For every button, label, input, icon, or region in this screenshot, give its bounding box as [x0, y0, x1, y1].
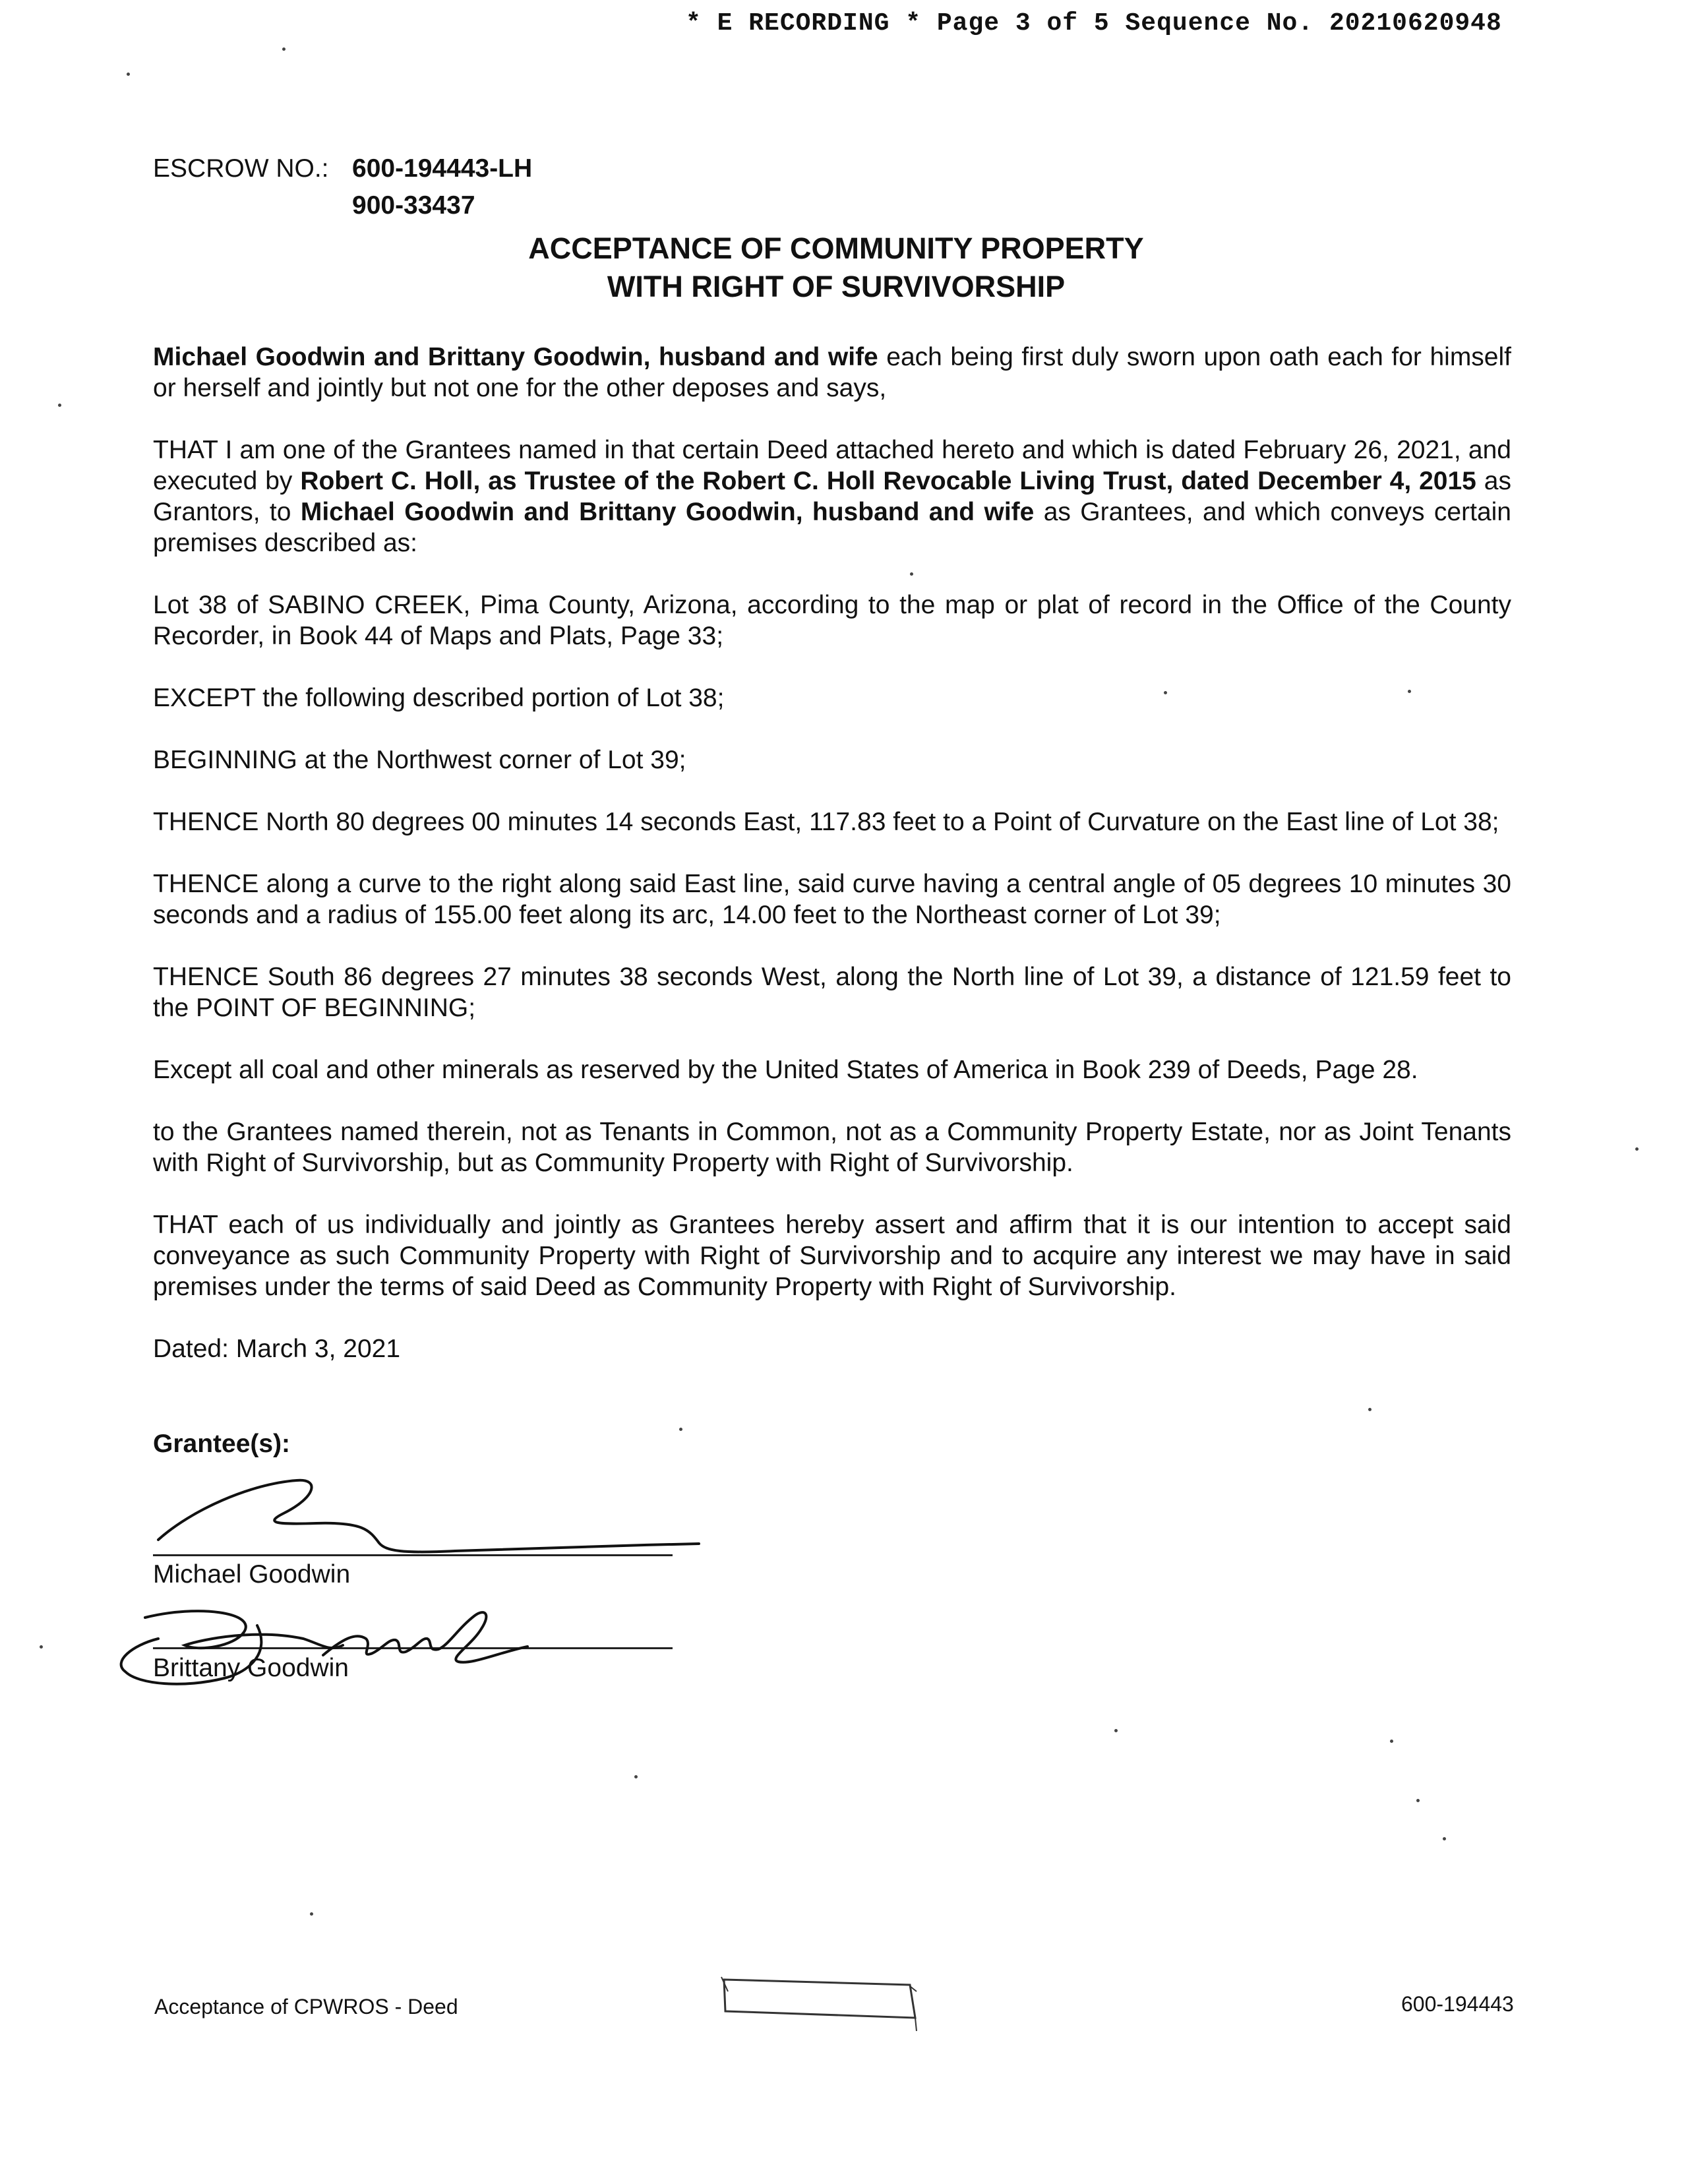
recording-stamp: * E RECORDING * Page 3 of 5 Sequence No. 20210620948 [686, 9, 1502, 38]
affiants-text: each being first duly sworn upon oath each for himself or herself and jointly but not one for the other deposes and says, [153, 343, 1511, 402]
scan-speck [1114, 1729, 1118, 1732]
scan-speck [634, 1775, 638, 1778]
paragraph-thence-1: THENCE North 80 degrees 00 minutes 14 seconds East, 117.83 feet to a Point of Curvature on the East line of Lot 38; [153, 808, 1499, 836]
paragraph-tenancy: to the Grantees named therein, not as Tenants in Common, not as a Community Property Estate, nor as Joint Tenants with Right of Survivorship, but as Community Property with Right of Survivorship. [153, 1118, 1511, 1177]
scan-speck [679, 1428, 682, 1431]
escrow-number-1: 600-194443-LH [352, 154, 533, 183]
grantee-names: Michael Goodwin and Brittany Goodwin, husband and wife [300, 498, 1035, 526]
title-line-2: WITH RIGHT OF SURVIVORSHIP [607, 270, 1066, 303]
document-body [153, 342, 1511, 1395]
footer-escrow-number: 600-194443 [1401, 1992, 1514, 2016]
signer-1-name: Michael Goodwin [153, 1560, 351, 1589]
affiants-names: Michael Goodwin and Brittany Goodwin, husband and wife [153, 343, 878, 371]
escrow-block [153, 150, 532, 224]
scan-speck [282, 47, 286, 51]
scan-speck [1408, 690, 1411, 693]
paragraph-beginning: BEGINNING at the Northwest corner of Lot 39; [153, 746, 686, 774]
paragraph-except: EXCEPT the following described portion of Lot 38; [153, 684, 725, 712]
paragraph-deed [153, 435, 1511, 559]
scan-speck [1164, 691, 1167, 694]
title-line-1: ACCEPTANCE OF COMMUNITY PROPERTY [528, 231, 1144, 265]
paragraph-thence-2: THENCE along a curve to the right along said East line, said curve having a central angle of 05 degrees 10 minutes 30 seconds and a radius of 155.00 feet along its arc, 14.00 feet to the Northeast corner of Lot 39; [153, 870, 1511, 929]
stamp-box [719, 1972, 930, 2038]
paragraph-affirmation: THAT each of us individually and jointly as Grantees hereby assert and affirm that it is our intention to accept said conveyance as such Community Property with Right of Survivorship and to acquire any interest we may have in said premises under the terms of said Deed as Community Property with Right of Survivorship. [153, 1211, 1511, 1301]
scan-speck [1416, 1799, 1420, 1802]
signature-line-1 [153, 1554, 673, 1556]
michael-goodwin-signature [152, 1471, 719, 1563]
scan-speck [40, 1645, 43, 1649]
brittany-goodwin-signature [106, 1599, 567, 1698]
deed-text-c: as Grantees, and which conveys certain premises described as: [153, 498, 1511, 557]
paragraph-thence-3: THENCE South 86 degrees 27 minutes 38 seconds West, along the North line of Lot 39, a distance of 121.59 feet to the POINT OF BEGINNING; [153, 963, 1511, 1022]
footer-document-name: Acceptance of CPWROS - Deed [154, 1995, 458, 2018]
scan-speck [1390, 1740, 1393, 1743]
grantees-label [153, 1430, 290, 1459]
dated-line: Dated: March 3, 2021 [153, 1335, 401, 1363]
deed-text-b: as Grantors, to [153, 467, 1511, 526]
grantees-heading: Grantee(s): [153, 1430, 291, 1458]
document-title [153, 229, 1519, 306]
scan-speck [58, 404, 61, 407]
scan-speck [127, 73, 130, 76]
signer-2-name: Brittany Goodwin [153, 1654, 349, 1682]
scan-speck [910, 572, 913, 576]
scan-speck [1443, 1837, 1446, 1840]
escrow-number-2: 900-33437 [352, 191, 475, 220]
paragraph-minerals: Except all coal and other minerals as reserved by the United States of America in Book 239 of Deeds, Page 28. [153, 1056, 1418, 1084]
paragraph-lot: Lot 38 of SABINO CREEK, Pima County, Arizona, according to the map or plat of record in the Office of the County Recorder, in Book 44 of Maps and Plats, Page 33; [153, 591, 1511, 650]
scan-speck [1635, 1147, 1639, 1151]
scan-speck [310, 1912, 313, 1916]
paragraph-affiants [153, 342, 1511, 404]
grantor-name: Robert C. Holl, as Trustee of the Robert C. Holl Revocable Living Trust, dated December 4, 2015 [300, 467, 1476, 495]
escrow-label: ESCROW NO.: [153, 154, 329, 183]
deed-text-a: THAT I am one of the Grantees named in that certain Deed attached hereto and which is dated February 26, 2021, and executed by [153, 436, 1511, 495]
scan-speck [1368, 1408, 1372, 1411]
